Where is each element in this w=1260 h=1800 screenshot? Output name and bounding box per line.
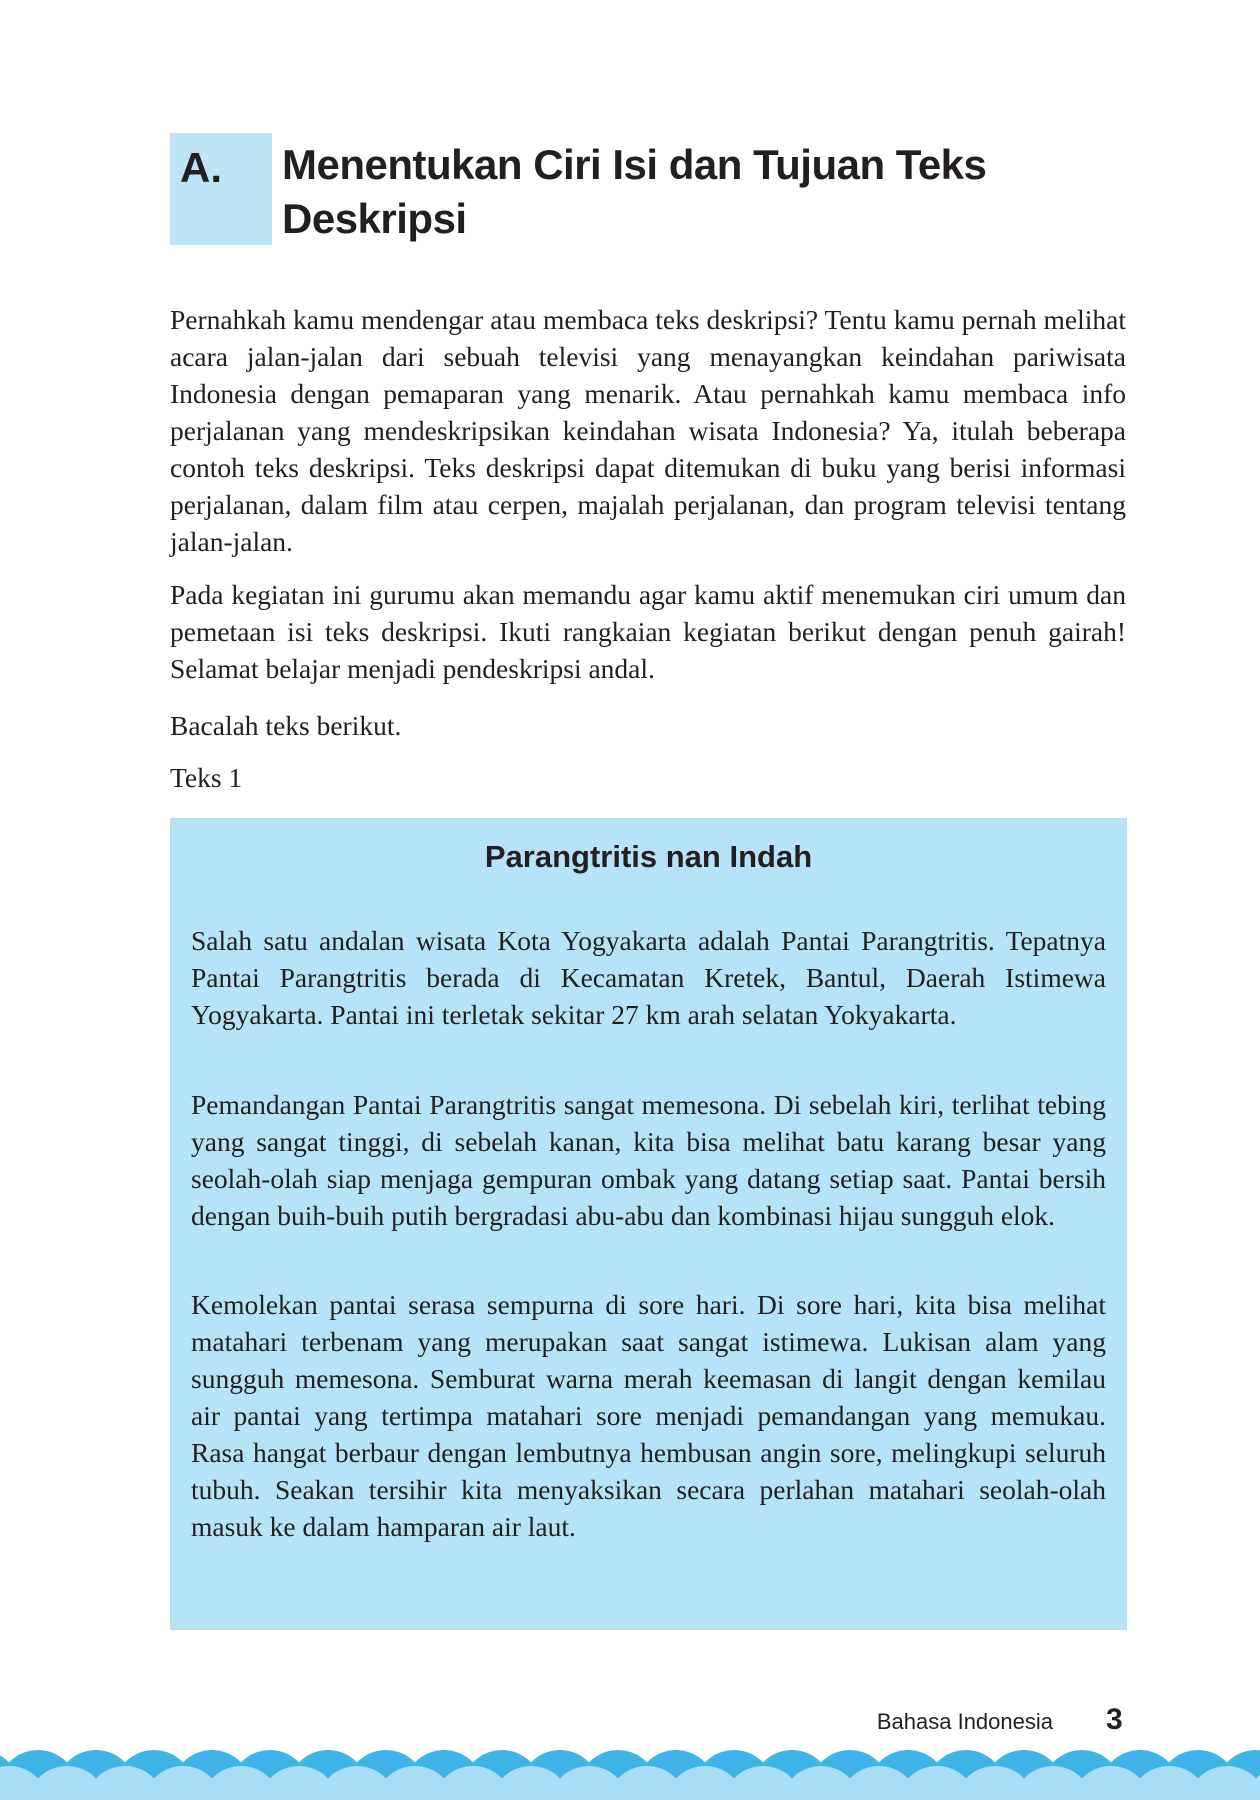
reading-text-box — [170, 818, 1127, 1630]
reading-paragraph-3: Kemolekan pantai serasa sempurna di sore hari. Di sore hari, kita bisa melihat matahari terbenam yang merupakan saat sangat istimewa. Lukisan alam yang sungguh memesona. Semburat warna merah keemasan di langit dengan kemilau air pantai yang tertimpa matahari sore menjadi pemandangan yang memukau. Rasa hangat berbaur dengan lembutnya hembusan angin sore, melingkupi seluruh tubuh. Seakan tersihir kita menyaksikan secara perlahan matahari seolah-olah masuk ke dalam hamparan air laut. — [191, 1289, 1106, 1542]
wave-border-decoration — [0, 1748, 1260, 1800]
section-letter-box — [170, 133, 272, 245]
section-letter: A. — [180, 144, 222, 191]
reading-instruction: Bacalah teks berikut. — [170, 710, 402, 741]
text-label: Teks 1 — [170, 762, 243, 793]
reading-paragraph-1: Salah satu andalan wisata Kota Yogyakarta adalah Pantai Parangtritis. Tepatnya Pantai Parangtritis berada di Kecamatan Kretek, Bantul, Daerah Istimewa Yogyakarta. Pantai ini terletak sekitar 27 km arah selatan Yokyakarta. — [191, 925, 1106, 1030]
intro-paragraph-2: Pada kegiatan ini gurumu akan memandu agar kamu aktif menemukan ciri umum dan pemetaan isi teks deskripsi. Ikuti rangkaian kegiatan berikut dengan penuh gairah! Selamat belajar menjadi pendeskripsi andal. — [170, 579, 1126, 684]
intro-paragraph-1: Pernahkah kamu mendengar atau membaca teks deskripsi? Tentu kamu pernah melihat acara jalan-jalan dari sebuah televisi yang menayangkan keindahan pariwisata Indonesia dengan pemaparan yang menarik. Atau pernahkah kamu membaca info perjalanan yang mendeskripsikan keindahan wisata Indonesia? Ya, itulah beberapa contoh teks deskripsi. Teks deskripsi dapat ditemukan di buku yang berisi informasi perjalanan, dalam film atau cerpen, majalah perjalanan, dan program televisi tentang jalan-jalan. — [170, 304, 1126, 557]
reading-text-title: Parangtritis nan Indah — [484, 839, 813, 874]
reading-paragraph-2: Pemandangan Pantai Parangtritis sangat memesona. Di sebelah kiri, terlihat tebing yang sangat tinggi, di sebelah kanan, kita bisa melihat batu karang besar yang seolah-olah siap menjaga gempuran ombak yang datang setiap saat. Pantai bersih dengan buih-buih putih bergradasi abu-abu dan kombinasi hijau sungguh elok. — [191, 1089, 1106, 1231]
page-number: 3 — [1106, 1703, 1123, 1736]
section-title: Menentukan Ciri Isi dan Tujuan Teks Deskripsi — [282, 141, 987, 242]
section-heading — [170, 133, 1130, 245]
wave-layer-front — [0, 1766, 1260, 1800]
footer-subject: Bahasa Indonesia — [876, 1709, 1053, 1734]
